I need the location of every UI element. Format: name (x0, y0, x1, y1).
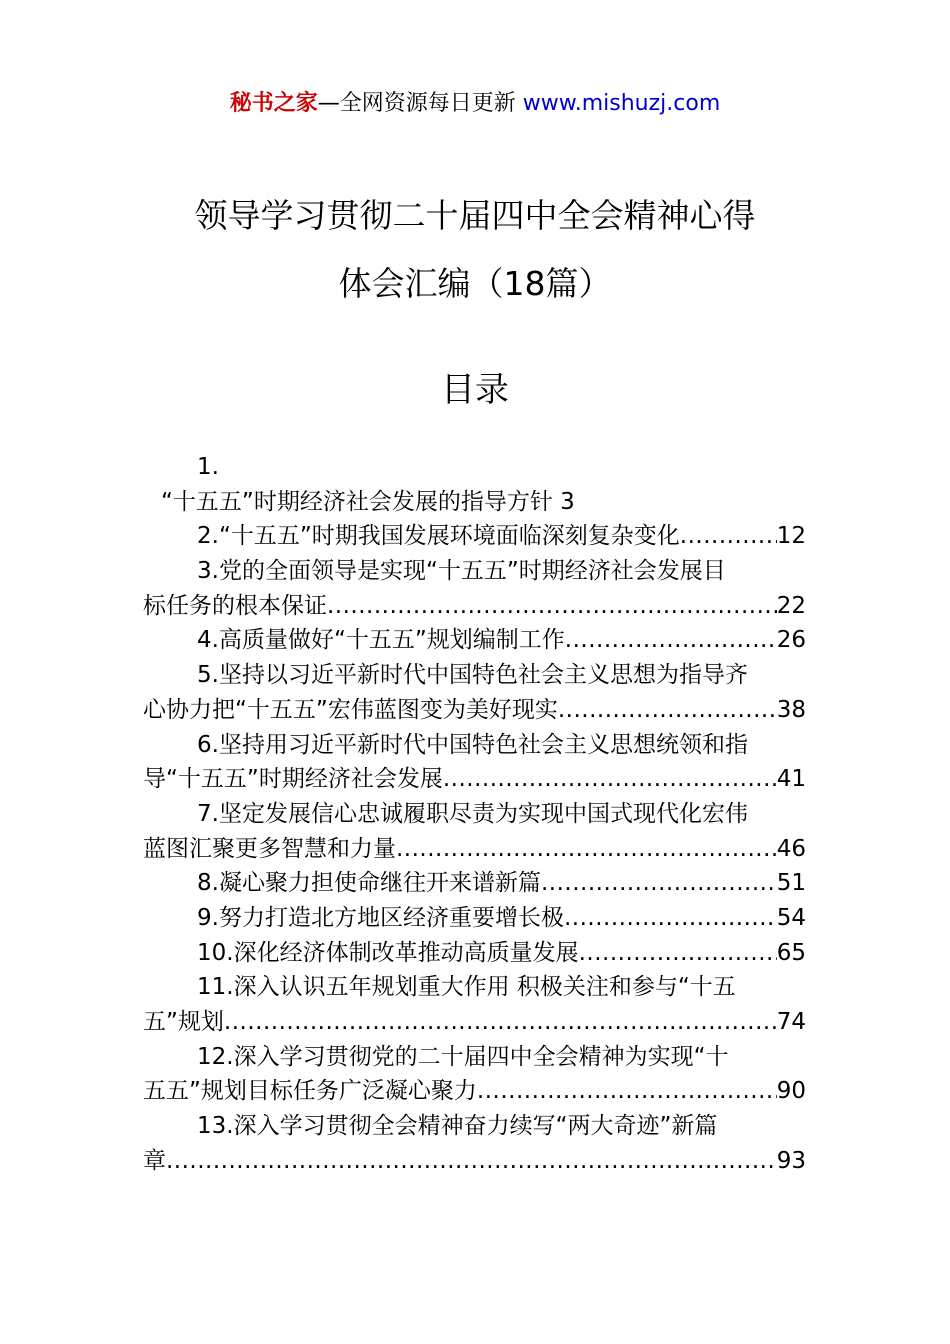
toc-entry-title: 4.高质量做好“十五五”规划编制工作 (197, 627, 565, 654)
toc-page-number: 90 (776, 1078, 806, 1105)
toc-entry-line (143, 1144, 806, 1179)
toc-entry[interactable] (143, 728, 806, 797)
toc-entry-line (143, 485, 806, 520)
toc-entry-line (143, 1074, 806, 1109)
toc-entry[interactable] (143, 519, 806, 554)
toc-page-number: 74 (776, 1009, 806, 1035)
toc-entry-line (143, 658, 806, 693)
toc-entry[interactable] (143, 658, 806, 727)
toc-entry[interactable] (143, 970, 806, 1039)
toc-page-number: 93 (776, 1147, 806, 1174)
toc-page-number: 22 (776, 592, 806, 619)
toc-dot-leader (680, 519, 777, 554)
site-url-link[interactable]: www.mishuzj.com (522, 91, 721, 116)
toc-page-number: 54 (776, 904, 806, 931)
toc-dot-leader (224, 1005, 777, 1040)
toc-entry-line (143, 728, 806, 763)
toc-dot-leader (396, 832, 777, 867)
toc-dot-leader (564, 901, 777, 936)
toc-entry-title-continued: 导“十五五”时期经济社会发展 (143, 766, 443, 793)
toc-entry-line (143, 797, 806, 832)
toc-entry-title-continued: 蓝图汇聚更多智慧和力量 (143, 835, 396, 862)
toc-dot-leader (541, 866, 777, 901)
site-brand: 秘书之家 (229, 91, 318, 116)
toc-page-number: 38 (776, 696, 806, 723)
document-title-line-1: 领导学习贯彻二十届四中全会精神心得 (194, 196, 756, 235)
toc-dot-leader (443, 762, 777, 797)
toc-entry-line (143, 1040, 806, 1075)
toc-entry[interactable] (143, 450, 806, 519)
toc-entry-line (143, 901, 806, 936)
toc-entry-title-continued: 五五”规划目标任务广泛凝心聚力 (143, 1078, 477, 1105)
toc-entry[interactable] (143, 623, 806, 658)
toc-entry[interactable] (143, 1040, 806, 1109)
toc-entry-line (143, 1005, 806, 1040)
toc-entry[interactable] (143, 554, 806, 623)
toc-entry-title: 2.“十五五”时期我国发展环境面临深刻复杂变化 (197, 523, 680, 550)
toc-page-number: 26 (776, 627, 806, 654)
toc-dot-leader (558, 693, 777, 728)
toc-entry-line (143, 554, 806, 589)
toc-entry[interactable] (143, 1109, 806, 1178)
toc-page-number: 46 (776, 835, 806, 862)
toc-entry-line (143, 866, 806, 901)
toc-entry-line (143, 519, 806, 554)
toc-entry-title: 8.凝心聚力担使命继往开来谱新篇 (197, 870, 541, 897)
toc-entry[interactable] (143, 901, 806, 936)
toc-dot-leader (579, 936, 777, 971)
toc-entry-title: 13.深入学习贯彻全会精神奋力续写“两大奇迹”新篇 (197, 1113, 718, 1140)
toc-page-number: 41 (776, 766, 806, 793)
toc-entry-line (143, 936, 806, 971)
toc-entry-line (143, 450, 806, 485)
toc-page-number: 65 (776, 939, 806, 966)
toc-entry-title: 9.努力打造北方地区经济重要增长极 (197, 904, 564, 931)
toc-page-number: 12 (776, 523, 806, 550)
toc-entry-title-continued: “十五五”时期经济社会发展的指导方针 3 (161, 488, 575, 515)
table-of-contents (143, 450, 806, 1178)
toc-entry-title: 3.党的全面领导是实现“十五五”时期经济社会发展目 (197, 558, 726, 585)
toc-dot-leader (565, 623, 777, 658)
toc-entry-title: 1. (197, 454, 219, 480)
toc-entry-title-continued: 心协力把“十五五”宏伟蓝图变为美好现实 (143, 696, 558, 723)
toc-entry[interactable] (143, 866, 806, 901)
toc-entry-title: 6.坚持用习近平新时代中国特色社会主义思想统领和指 (197, 731, 748, 758)
toc-entry-title: 10.深化经济体制改革推动高质量发展 (197, 939, 579, 966)
toc-entry-title: 7.坚定发展信心忠诚履职尽责为实现中国式现代化宏伟 (197, 800, 748, 827)
toc-heading: 目录 (441, 370, 509, 410)
toc-entry-title: 12.深入学习贯彻党的二十届四中全会精神为实现“十 (197, 1043, 729, 1070)
toc-entry-line (143, 693, 806, 728)
toc-entry-line (143, 970, 806, 1005)
toc-entry-title-continued: 章 (143, 1147, 166, 1174)
toc-entry-title-continued: 标任务的根本保证 (143, 592, 327, 619)
toc-entry-line (143, 623, 806, 658)
toc-entry-line (143, 762, 806, 797)
toc-entry[interactable] (143, 936, 806, 971)
toc-dot-leader (166, 1144, 777, 1179)
toc-entry-line (143, 1109, 806, 1144)
toc-entry-line (143, 832, 806, 867)
toc-entry-line (143, 589, 806, 624)
site-header (0, 88, 950, 120)
toc-entry-title-continued: 五”规划 (143, 1009, 224, 1035)
toc-dot-leader (477, 1074, 777, 1109)
toc-page-number: 51 (776, 870, 806, 897)
site-tagline: —全网资源每日更新 (317, 91, 523, 116)
toc-entry-title: 11.深入认识五年规划重大作用 积极关注和参与“十五 (197, 974, 736, 1001)
toc-entry[interactable] (143, 797, 806, 866)
document-title-line-2: 体会汇编（18篇） (338, 264, 612, 303)
toc-entry-title: 5.坚持以习近平新时代中国特色社会主义思想为指导齐 (197, 662, 748, 689)
toc-dot-leader (327, 589, 777, 624)
